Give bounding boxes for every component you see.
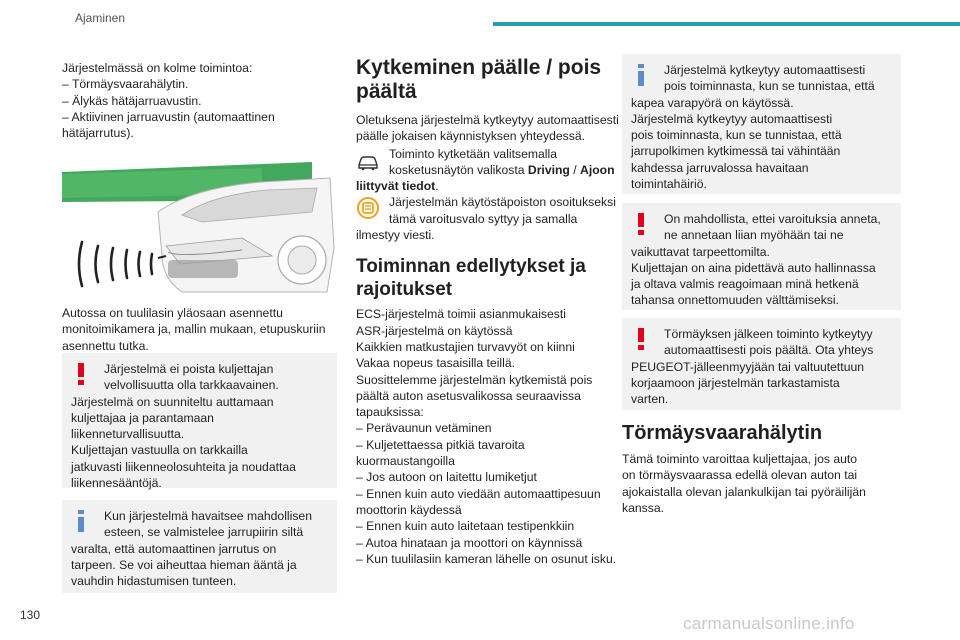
text-line: toimintahäiriö. xyxy=(631,177,707,192)
text-line: tarpeen. Se voi aiheuttaa hieman ääntä ja xyxy=(71,557,297,572)
condition-line: – Autoa hinataan ja moottori on käynnissä xyxy=(356,535,583,550)
heading-conditions-cont: rajoitukset xyxy=(356,279,453,301)
text-fragment: kosketusnäytön valikosta xyxy=(389,162,528,177)
text-line: jarrupolkimen kytkimessä tai vähintään xyxy=(631,144,841,159)
text-line: Järjestelmä kytkeytyy automaattisesti xyxy=(664,63,866,77)
watermark: carmanualsonline.info xyxy=(683,614,855,633)
menu-driving: Driving xyxy=(527,162,570,177)
text-line: ja oltava valmis reagoimaan minä hetkenä xyxy=(631,277,859,292)
text-fragment: . xyxy=(435,179,439,194)
warning-box xyxy=(62,353,337,491)
text-line: vauhdin hidastumisen tunteen. xyxy=(71,574,237,589)
condition-line: Suosittelemme järjestelmän kytkemistä pois xyxy=(356,372,593,387)
heading-conditions: Toiminnan edellytykset ja xyxy=(356,256,586,278)
text-line: PEUGEOT-jälleenmyyjään tai valtuutettuun xyxy=(631,359,865,374)
text-line: ne annetaan liian myöhään tai ne xyxy=(664,228,844,243)
condition-line: ASR-järjestelmä on käytössä xyxy=(356,323,513,338)
condition-line: – Kun tuulilasiin kameran lähelle on osunut isku. xyxy=(356,551,617,566)
warning-lamp-instruction xyxy=(356,194,624,243)
text-line: Oletuksena järjestelmä kytkeytyy automaattisesti xyxy=(356,113,619,127)
intro-line: – Älykäs hätäjarruavustin. xyxy=(62,93,202,108)
text-line: Järjestelmä kytkeytyy automaattisesti xyxy=(631,111,833,126)
touchscreen-instruction xyxy=(356,146,624,195)
text-line: vaikuttavat tarpeettomilta. xyxy=(631,244,770,259)
text-line: Kuljettajan on aina pidettävä auto hallinnassa xyxy=(631,260,876,275)
header-section-title: Ajaminen xyxy=(75,11,126,25)
text-line xyxy=(356,162,624,178)
intro-line: – Törmäysvaarahälytin. xyxy=(62,77,189,92)
column-1 xyxy=(62,60,337,141)
condition-line: – Perävaunun vetäminen xyxy=(356,421,492,436)
heading-collision-alert: Törmäysvaarahälytin xyxy=(622,422,823,444)
text-line: ajokaistalla olevan jalankulkijan tai pyöräilijän xyxy=(622,484,866,499)
text-line: ilmestyy viesti. xyxy=(356,228,435,243)
text-line: päälle jokaisen käynnistyksen yhteydessä. xyxy=(356,129,585,144)
condition-line: Vakaa nopeus tasaisilla teillä. xyxy=(356,356,515,371)
condition-line: kuormaustangoilla xyxy=(356,454,455,469)
text-line: kahdessa jarruvalossa havaitaan xyxy=(631,160,809,175)
text-line: Kuljettajan vastuulla on tarkkailla xyxy=(71,443,248,458)
text-line: Järjestelmä ei poista kuljettajan xyxy=(104,362,274,376)
text-line: On mahdollista, ettei varoituksia anneta, xyxy=(664,212,881,226)
car-camera-illustration xyxy=(62,160,337,300)
condition-line: tapauksissa: xyxy=(356,405,424,420)
condition-line: – Jos autoon on laitettu lumiketjut xyxy=(356,470,537,485)
menu-ajoon: Ajoon xyxy=(580,162,615,177)
text-line: Törmäyksen jälkeen toiminto kytkeytyy xyxy=(664,327,873,341)
text-line: kuljettajaa ja parantamaan xyxy=(71,410,214,425)
text-line: Järjestelmän käytöstäpoiston osoitukseksi xyxy=(389,195,616,210)
text-line: pois toiminnasta, kun se tunnistaa, että xyxy=(631,128,842,143)
page-number: 130 xyxy=(20,608,41,622)
radar-waves xyxy=(79,242,152,286)
intro-line: – Aktiivinen jarruavustin (automaattinen xyxy=(62,109,275,124)
heading-enable-disable-cont: päältä xyxy=(356,80,417,103)
text-line: tahansa onnettomuuden välttämiseksi. xyxy=(631,293,839,308)
text-line: pois toiminnasta, kun se tunnistaa, että xyxy=(664,79,875,94)
condition-line: päältä auton asetusvalikossa seuraavissa xyxy=(356,388,581,403)
text-line: korjaamoon järjestelmän tarkastamista xyxy=(631,375,840,390)
text-line: Autossa on tuulilasin yläosaan asennettu xyxy=(62,306,283,320)
text-line: automaattisesti pois päältä. Ota yhteys xyxy=(664,343,874,358)
text-line: liikenneturvallisuutta. xyxy=(71,427,185,442)
text-line xyxy=(356,178,624,194)
text-line: kanssa. xyxy=(622,500,665,515)
menu-ajoon-liittyvat: liittyvät tiedot xyxy=(356,179,436,194)
column-3-alert xyxy=(622,422,901,516)
condition-line: – Kuljetettaessa pitkiä tavaroita xyxy=(356,437,525,452)
text-line: asennettu tutka. xyxy=(62,338,149,353)
text-line: kapea varapyörä on käytössä. xyxy=(631,95,794,110)
text-line: Järjestelmä on suunniteltu auttamaan xyxy=(71,394,274,409)
header-accent-bar xyxy=(493,22,960,26)
text-line: liikennesääntöjä. xyxy=(71,476,162,491)
heading-enable-disable: Kytkeminen päälle / pois xyxy=(356,56,602,79)
car-settings-icon xyxy=(356,150,380,174)
info-box xyxy=(62,500,337,593)
text-line: monitoimikamera ja, mallin mukaan, etupuskuriin xyxy=(62,322,326,337)
text-line: Tämä toiminto varoittaa kuljettajaa, jos auto xyxy=(622,452,858,466)
text-line: esteen, se valmistelee jarrupiirin siltä xyxy=(104,525,304,540)
text-line: tämä varoitusvalo syttyy ja samalla xyxy=(389,211,578,226)
info-box-spare-wheel xyxy=(622,54,901,194)
column-2 xyxy=(356,56,624,567)
condition-line: – Ennen kuin auto viedään automaattipesuun xyxy=(356,486,601,501)
text-fragment: / xyxy=(569,162,581,177)
collision-warning-lamp-icon xyxy=(356,196,380,220)
text-line: on törmäysvaarassa edellä olevan auton tai xyxy=(622,468,858,483)
intro-line: hätäjarrutus). xyxy=(62,126,134,141)
text-line: varten. xyxy=(631,392,669,407)
text-line: jatkuvasti liikenneolosuhteita ja noudattaa xyxy=(71,459,296,474)
intro-line: Järjestelmässä on kolme toimintoa: xyxy=(62,61,253,75)
text-line: varalta, että automaattinen jarrutus on xyxy=(71,541,277,556)
condition-line: moottorin käydessä xyxy=(356,502,462,517)
camera-description xyxy=(62,305,337,354)
text-line: Kun järjestelmä havaitsee mahdollisen xyxy=(104,509,312,523)
text-line: Toiminto kytketään valitsemalla xyxy=(389,146,557,161)
condition-line: ECS-järjestelmä toimii asianmukaisesti xyxy=(356,307,566,322)
condition-line: Kaikkien matkustajien turvavyöt on kiinni xyxy=(356,339,575,354)
condition-line: – Ennen kuin auto laitetaan testipenkkiin xyxy=(356,519,575,534)
text-line: velvollisuutta olla tarkkaavainen. xyxy=(104,378,279,393)
warning-box-alerts xyxy=(622,203,901,310)
warning-box-collision xyxy=(622,318,901,410)
